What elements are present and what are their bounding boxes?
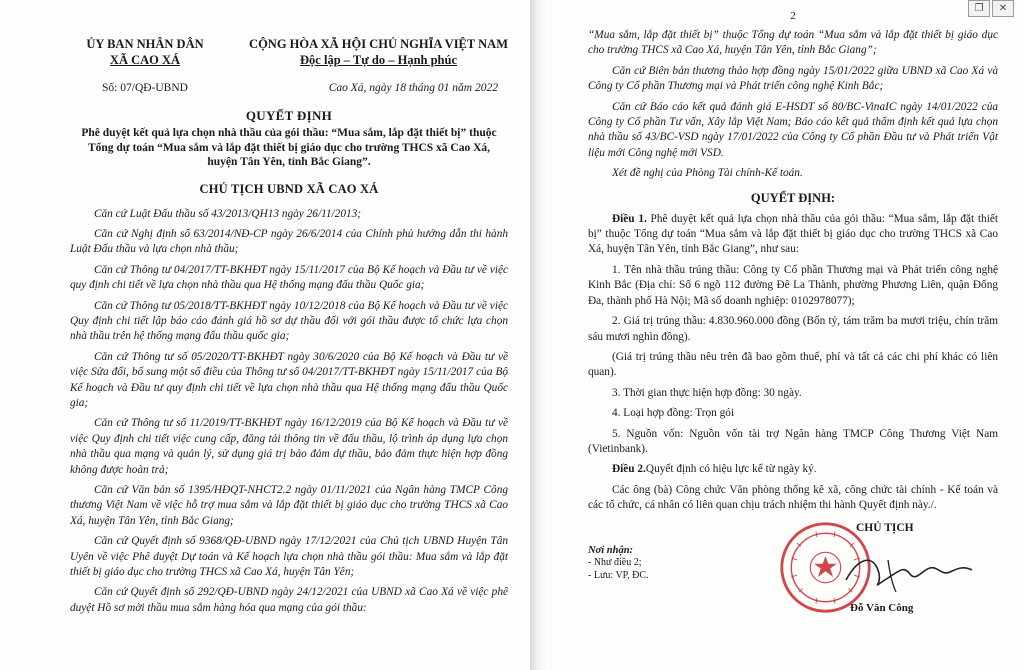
legal-basis: Căn cứ Quyết định số 9368/QĐ-UBND ngày 17/12/2021 của Chủ tịch UBND Huyện Tân Uyên về việc Phê duyệt Dự toán và Kế hoạch lựa chọn nhà thầu gói thầu: Mua sắm và lắp đặt thiết bị giáo dục cho trường THCS xã Cao Xá, huyện Tân Yên;	[70, 535, 508, 579]
recipients-block	[588, 545, 649, 582]
issuing-authority: CHỦ TỊCH UBND XÃ CAO XÁ	[199, 181, 379, 196]
handwritten-signature-icon	[838, 540, 978, 600]
legal-basis: Căn cứ Biên bản thương thảo hợp đồng ngày 15/01/2022 giữa UBND xã Cao Xá và Công ty Cổ phần Thương mại và Phát triển công nghệ Kinh Bắc;	[588, 64, 998, 93]
legal-basis-continued: “Mua sắm, lắp đặt thiết bị” thuộc Tổng dự toán “Mua sắm và lắp đặt thiết bị giáo dục cho trường THCS xã Cao Xá, huyện Tân Yên, tỉnh Bắc Giang”;	[588, 29, 998, 57]
article-1-text: Phê duyệt kết quả lựa chọn nhà thầu của gói thầu: “Mua sắm, lắp đặt thiết bị” thuộc Tổng dự toán “Mua sắm và lắp đặt thiết bị giáo dục cho trường THCS xã Cao Xá, huyện Tân Yên, tỉnh Bắc Giang”, như sau:	[588, 212, 998, 256]
article-2	[588, 462, 998, 477]
document-page-2	[548, 0, 1024, 670]
issuing-agency	[70, 36, 220, 68]
nation-line-2: Độc lập – Tự do – Hạnh phúc	[300, 53, 458, 67]
document-subject: Phê duyệt kết quả lựa chọn nhà thầu của gói thầu: “Mua sắm, lắp đặt thiết bị” thuộc Tổng dự toán “Mua sắm và lắp đặt thiết bị giáo dục cho trường THCS xã Cao Xá, huyện Tân Yên, tỉnh Bắc Giang”.	[81, 127, 497, 168]
article-item: 2. Giá trị trúng thầu: 4.830.960.000 đồng (Bốn tỷ, tám trăm ba mươi triệu, chín trăm sáu mươi nghìn đồng).	[588, 315, 998, 343]
article-2-label: Điều 2.	[612, 463, 646, 476]
signature-block	[778, 520, 978, 620]
legal-basis: Căn cứ Văn bản số 1395/HĐQT-NHCT2.2 ngày 01/11/2021 của Ngân hàng TMCP Công thương Việt Nam về việc hỗ trợ mua sắm và lắp đặt thiết bị giáo dục cho trường THCS xã Cao Xá, huyện Tân Yên, tỉnh Bắc Giang;	[70, 484, 508, 527]
article-item: 4. Loại hợp đồng: Trọn gói	[612, 407, 735, 420]
legal-basis: Căn cứ Thông tư số 05/2020/TT-BKHĐT ngày 30/6/2020 của Bộ Kế hoạch và Đầu tư về việc Sửa đổi, bổ sung một số điều của Thông tư số 04/2017/TT-BKHĐT ngày 15/11/2017 của Bộ Kế hoạch và Đầu tư quy định chi tiết về lựa chọn nhà thầu qua Hệ thống mạng đấu thầu Quốc gia;	[70, 350, 508, 409]
signer-title: CHỦ TỊCH	[856, 522, 914, 534]
closing-paragraph: Các ông (bà) Công chức Văn phòng thống kê xã, công chức tài chính - Kế toán và các tổ chức, cá nhân có liên quan chịu trách nhiệm thi hành Quyết định này./.	[588, 483, 998, 512]
restore-icon[interactable]: ❐	[968, 0, 990, 17]
decision-heading: QUYẾT ĐỊNH:	[750, 190, 836, 205]
article-2-text: Quyết định có hiệu lực kể từ ngày ký.	[645, 463, 817, 476]
legal-bases-list	[70, 207, 508, 617]
legal-basis: Căn cứ Thông tư 04/2017/TT-BKHĐT ngày 15/11/2017 của Bộ Kế hoạch và Đầu tư về việc quy định chi tiết về lựa chọn nhà thầu qua Hệ thống mạng đấu thầu Quốc gia;	[70, 263, 508, 292]
national-motto	[249, 36, 508, 68]
legal-basis: Căn cứ Thông tư số 11/2019/TT-BKHĐT ngày 16/12/2019 của Bộ Kế hoạch và Đầu tư về việc Quy định chi tiết việc cung cấp, đăng tải thông tin về đấu thầu, lộ trình áp dụng lựa chọn nhà thầu qua mạng và quản lý, sử dụng giá trị bảo đảm dự thầu, bảo đảm thực hiện hợp đồng không được hoàn trả;	[70, 417, 508, 476]
document-title: QUYẾT ĐỊNH	[245, 108, 333, 123]
legal-basis: Căn cứ Luật Đấu thầu số 43/2013/QH13 ngày 26/11/2013;	[94, 207, 362, 220]
legal-basis: Căn cứ Thông tư 05/2018/TT-BKHĐT ngày 10/12/2018 của Bộ Kế hoạch và Đầu tư về việc Quy định chi tiết lập báo cáo đánh giá hồ sơ dự thầu đối với gói thầu được tổ chức lựa chọn nhà thầu trên hệ thống mạng đấu thầu quốc gia;	[70, 299, 508, 343]
close-icon[interactable]: ✕	[992, 0, 1014, 17]
recipients-label: Nơi nhận:	[588, 545, 634, 556]
page-gutter	[530, 0, 548, 670]
legal-basis: Căn cứ Quyết định số 292/QĐ-UBND ngày 24/12/2021 của UBND xã Cao Xá về việc phê duyệt Hồ sơ mời thầu mua sắm hàng hóa qua mạng của gói thầu:	[70, 586, 508, 614]
article-item: 5. Nguồn vốn: Nguồn vốn tài trợ Ngân hàng TMCP Công Thương Việt Nam (Vietinbank).	[588, 427, 998, 455]
recipient: - Như điều 2;	[588, 557, 642, 568]
agency-line-2: XÃ CAO XÁ	[109, 53, 181, 67]
article-item: (Giá trị trúng thầu nêu trên đã bao gồm thuế, phí và tất cả các chi phí khác có liên quan).	[588, 350, 998, 379]
doc-meta	[70, 82, 508, 94]
page-number: 2	[790, 10, 796, 22]
place-date: Cao Xá, ngày 18 tháng 01 năm 2022	[328, 82, 498, 94]
article-item: 1. Tên nhà thầu trúng thầu: Công ty Cổ phần Thương mại và Phát triển công nghệ Kinh Bắc (Địa chỉ: Số 6 ngõ 112 đường Đê La Thành, phường Phương Liên, quận Đống Đa, thành phố Hà Nội; Mã số doanh nghiệp: 0102978077);	[588, 263, 998, 307]
legal-basis: Căn cứ Nghị định số 63/2014/NĐ-CP ngày 26/6/2014 của Chính phủ hướng dẫn thi hành Luật Đấu thầu và lựa chọn nhà thầu;	[70, 227, 508, 256]
article-1-label: Điều 1.	[612, 212, 647, 225]
legal-basis: Căn cứ Báo cáo kết quả đánh giá E-HSDT số 80/BC-VinaIC ngày 14/01/2022 của Công ty Cổ phần Tư vấn, Xây lắp Việt Nam; Báo cáo kết quả thẩm định kết quả lựa chọn nhà thầu số 43/BC-VSD ngày 17/01/2022 của Công ty Cổ phần Đầu tư và Phát triển Vật liệu mới Công nghệ mới VSD.	[588, 100, 998, 159]
signer-name: Đỗ Văn Công	[850, 602, 914, 614]
legal-basis: Xét đề nghị của Phòng Tài chính-Kế toán.	[612, 167, 803, 180]
nation-line-1: CỘNG HÒA XÃ HỘI CHỦ NGHĨA VIỆT NAM	[249, 37, 508, 51]
article-item: 3. Thời gian thực hiện hợp đồng: 30 ngày.	[612, 386, 802, 399]
letterhead	[70, 36, 508, 68]
recipient: - Lưu: VP, ĐC.	[588, 570, 649, 581]
agency-line-1: ỦY BAN NHÂN DÂN	[86, 37, 204, 51]
article-1	[588, 212, 998, 258]
document-number: Số: 07/QĐ-UBND	[102, 82, 188, 94]
